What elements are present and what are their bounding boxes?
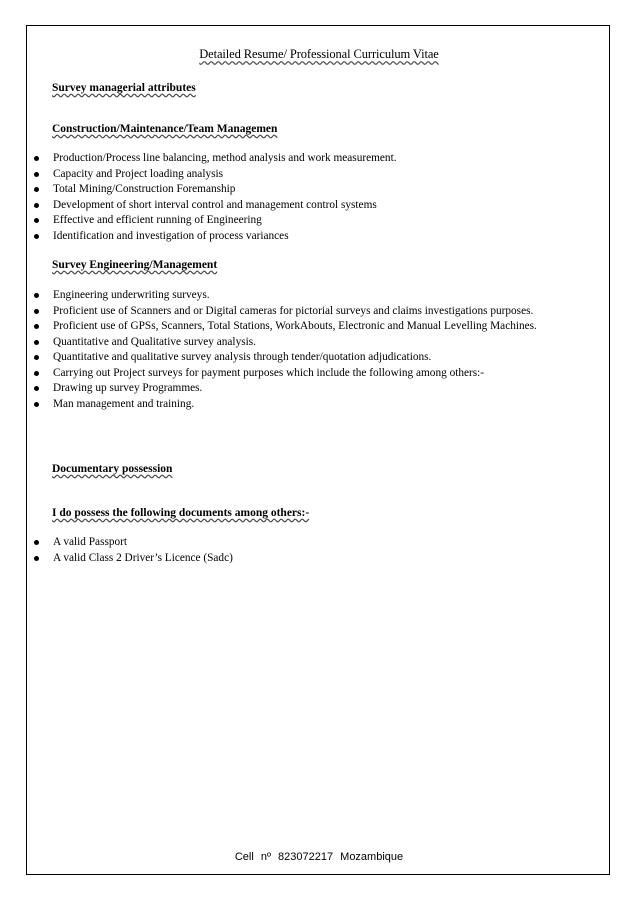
list-item: Effective and efficient running of Engineering bbox=[0, 213, 560, 229]
bullet-icon bbox=[34, 355, 39, 360]
bullet-icon bbox=[34, 324, 39, 329]
list-item: A valid Class 2 Driver’s Licence (Sadc) bbox=[0, 551, 560, 567]
section-heading-construction: Construction/Maintenance/Team Managemen bbox=[52, 123, 278, 135]
bullet-icon bbox=[34, 371, 39, 376]
document-title: Detailed Resume/ Professional Curriculum Vitae bbox=[199, 47, 439, 61]
bullet-icon bbox=[34, 156, 39, 161]
footer-contact: Cell nº 823072217 Mozambique bbox=[234, 851, 404, 863]
bullet-icon bbox=[34, 309, 39, 314]
list-item: Identification and investigation of process variances bbox=[0, 229, 560, 245]
list-item: Proficient use of GPSs, Scanners, Total Stations, WorkAbouts, Electronic and Manual Levelling Machines. bbox=[0, 319, 560, 335]
bullet-icon bbox=[34, 540, 39, 545]
list-item: Carrying out Project surveys for payment purposes which include the following among others:- bbox=[0, 366, 560, 382]
section-heading-documentary: Documentary possession bbox=[52, 463, 173, 475]
list-item: Engineering underwriting surveys. bbox=[0, 288, 560, 304]
section-heading-survey-engineering: Survey Engineering/Management bbox=[52, 259, 218, 271]
list-item: Production/Process line balancing, method analysis and work measurement. bbox=[0, 151, 560, 167]
list-item: Total Mining/Construction Foremanship bbox=[0, 182, 560, 198]
list-item: Proficient use of Scanners and or Digital cameras for pictorial surveys and claims investigations purposes. bbox=[0, 304, 560, 320]
bullet-icon bbox=[34, 340, 39, 345]
bullet-icon bbox=[34, 234, 39, 239]
list-item: Capacity and Project loading analysis bbox=[0, 167, 560, 183]
bullet-icon bbox=[34, 386, 39, 391]
bullet-icon bbox=[34, 187, 39, 192]
bullet-icon bbox=[34, 402, 39, 407]
bullet-icon bbox=[34, 293, 39, 298]
bullet-icon bbox=[34, 218, 39, 223]
list-item: Drawing up survey Programmes. bbox=[0, 381, 560, 397]
survey-engineering-list bbox=[0, 288, 560, 412]
section-heading-survey-managerial: Survey managerial attributes bbox=[52, 82, 196, 94]
bullet-icon bbox=[34, 203, 39, 208]
documents-list bbox=[0, 535, 560, 566]
bullet-icon bbox=[34, 172, 39, 177]
bullet-icon bbox=[34, 556, 39, 561]
list-item: Quantitative and Qualitative survey analysis. bbox=[0, 335, 560, 351]
construction-list bbox=[0, 151, 560, 244]
list-item: Quantitative and qualitative survey analysis through tender/quotation adjudications. bbox=[0, 350, 560, 366]
list-item: Man management and training. bbox=[0, 397, 560, 413]
list-item: Development of short interval control and management control systems bbox=[0, 198, 560, 214]
section-heading-documents-possessed: I do possess the following documents among others:- bbox=[52, 507, 310, 519]
list-item: A valid Passport bbox=[0, 535, 560, 551]
